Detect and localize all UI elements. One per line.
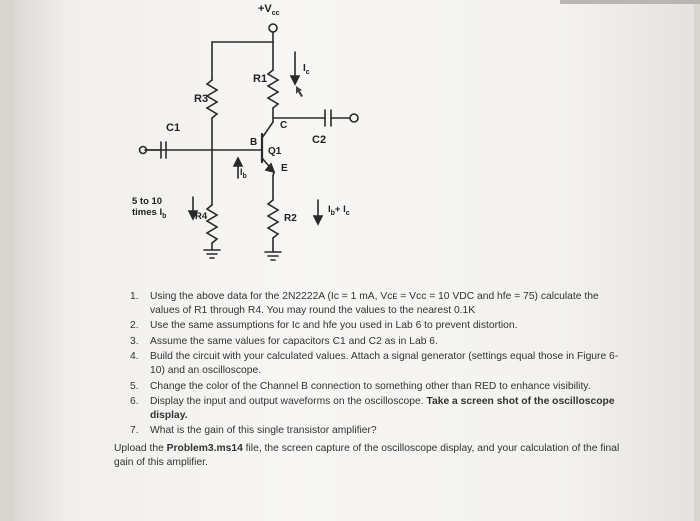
list-item — [128, 350, 628, 377]
item-number: 4. — [130, 351, 139, 363]
vcc-label: $+V_{cc}$ — [258, 3, 280, 17]
item-bold-text: Take a screen shot of the oscilloscope display. — [150, 396, 615, 421]
filename: Problem3.ms14 — [166, 442, 243, 454]
instructions-block — [114, 290, 628, 469]
list-item — [128, 319, 628, 333]
mouse-cursor-icon — [296, 86, 303, 97]
ib-label: $I_b$ — [240, 167, 247, 180]
r3-resistor — [207, 80, 217, 118]
base-label: B — [250, 137, 258, 148]
list-item — [128, 395, 628, 422]
list-item — [128, 424, 628, 438]
r1-label: R1 — [253, 73, 268, 85]
collector-lead — [262, 122, 273, 138]
c2-label: C2 — [312, 134, 327, 146]
r1-resistor — [268, 70, 278, 108]
item-number: 1. — [130, 291, 139, 302]
collector-label: C — [280, 120, 288, 131]
item-text: Change the color of the Channel B connection to something other than RED to enhance visibility. — [150, 380, 591, 392]
item-text: Display the input and output waveforms on the oscilloscope. Take a screen shot of the oscilloscope display. — [150, 396, 615, 421]
r2-resistor — [268, 200, 278, 238]
emitter-label: E — [281, 163, 288, 174]
r4-label: R4 — [195, 211, 208, 222]
divider-current-label: 5 to 10 times $I_b$ — [132, 196, 167, 220]
ic-label: $I_c$ — [303, 63, 310, 76]
r3-label: R3 — [194, 93, 209, 105]
item-number: 5. — [130, 380, 139, 392]
item-number: 6. — [130, 396, 139, 408]
emitter-current-label: $I_b+ I_c$ — [328, 204, 350, 217]
item-text: Use the same assumptions for Iᴄ and hfe you used in Lab 6 to prevent distortion. — [150, 320, 518, 332]
list-item — [128, 290, 628, 317]
vcc-terminal — [269, 24, 277, 32]
output-terminal — [350, 114, 358, 122]
q1-label: Q1 — [268, 146, 282, 157]
instruction-list — [128, 290, 628, 438]
item-text: Using the above data for the 2N2222A (Iᴄ = 1 mA, Vᴄᴇ = Vᴄᴄ = 10 VDC and hfe = 75) calculate the values of R1 through R4. You may round the values to the nearest 0.1K — [150, 291, 599, 316]
item-text: Build the circuit with your calculated values. Attach a signal generator (settings equal those in Figure 6-10) and an oscilloscope. — [150, 351, 619, 376]
r4-resistor — [207, 205, 217, 243]
item-number: 2. — [130, 320, 139, 332]
r2-label: R2 — [284, 213, 297, 224]
item-number: 3. — [130, 335, 139, 347]
list-item — [128, 335, 628, 349]
item-text: What is the gain of this single transistor amplifier? — [150, 425, 377, 437]
item-number: 7. — [130, 425, 139, 437]
list-item — [128, 380, 628, 394]
item-text: Assume the same values for capacitors C1 and C2 as in Lab 6. — [150, 335, 438, 347]
c1-label: C1 — [166, 122, 181, 134]
upload-instructions: Upload the Problem3.ms14 file, the screen capture of the oscilloscope display, and your calculation of the final gain of this amplifier. — [114, 442, 620, 468]
